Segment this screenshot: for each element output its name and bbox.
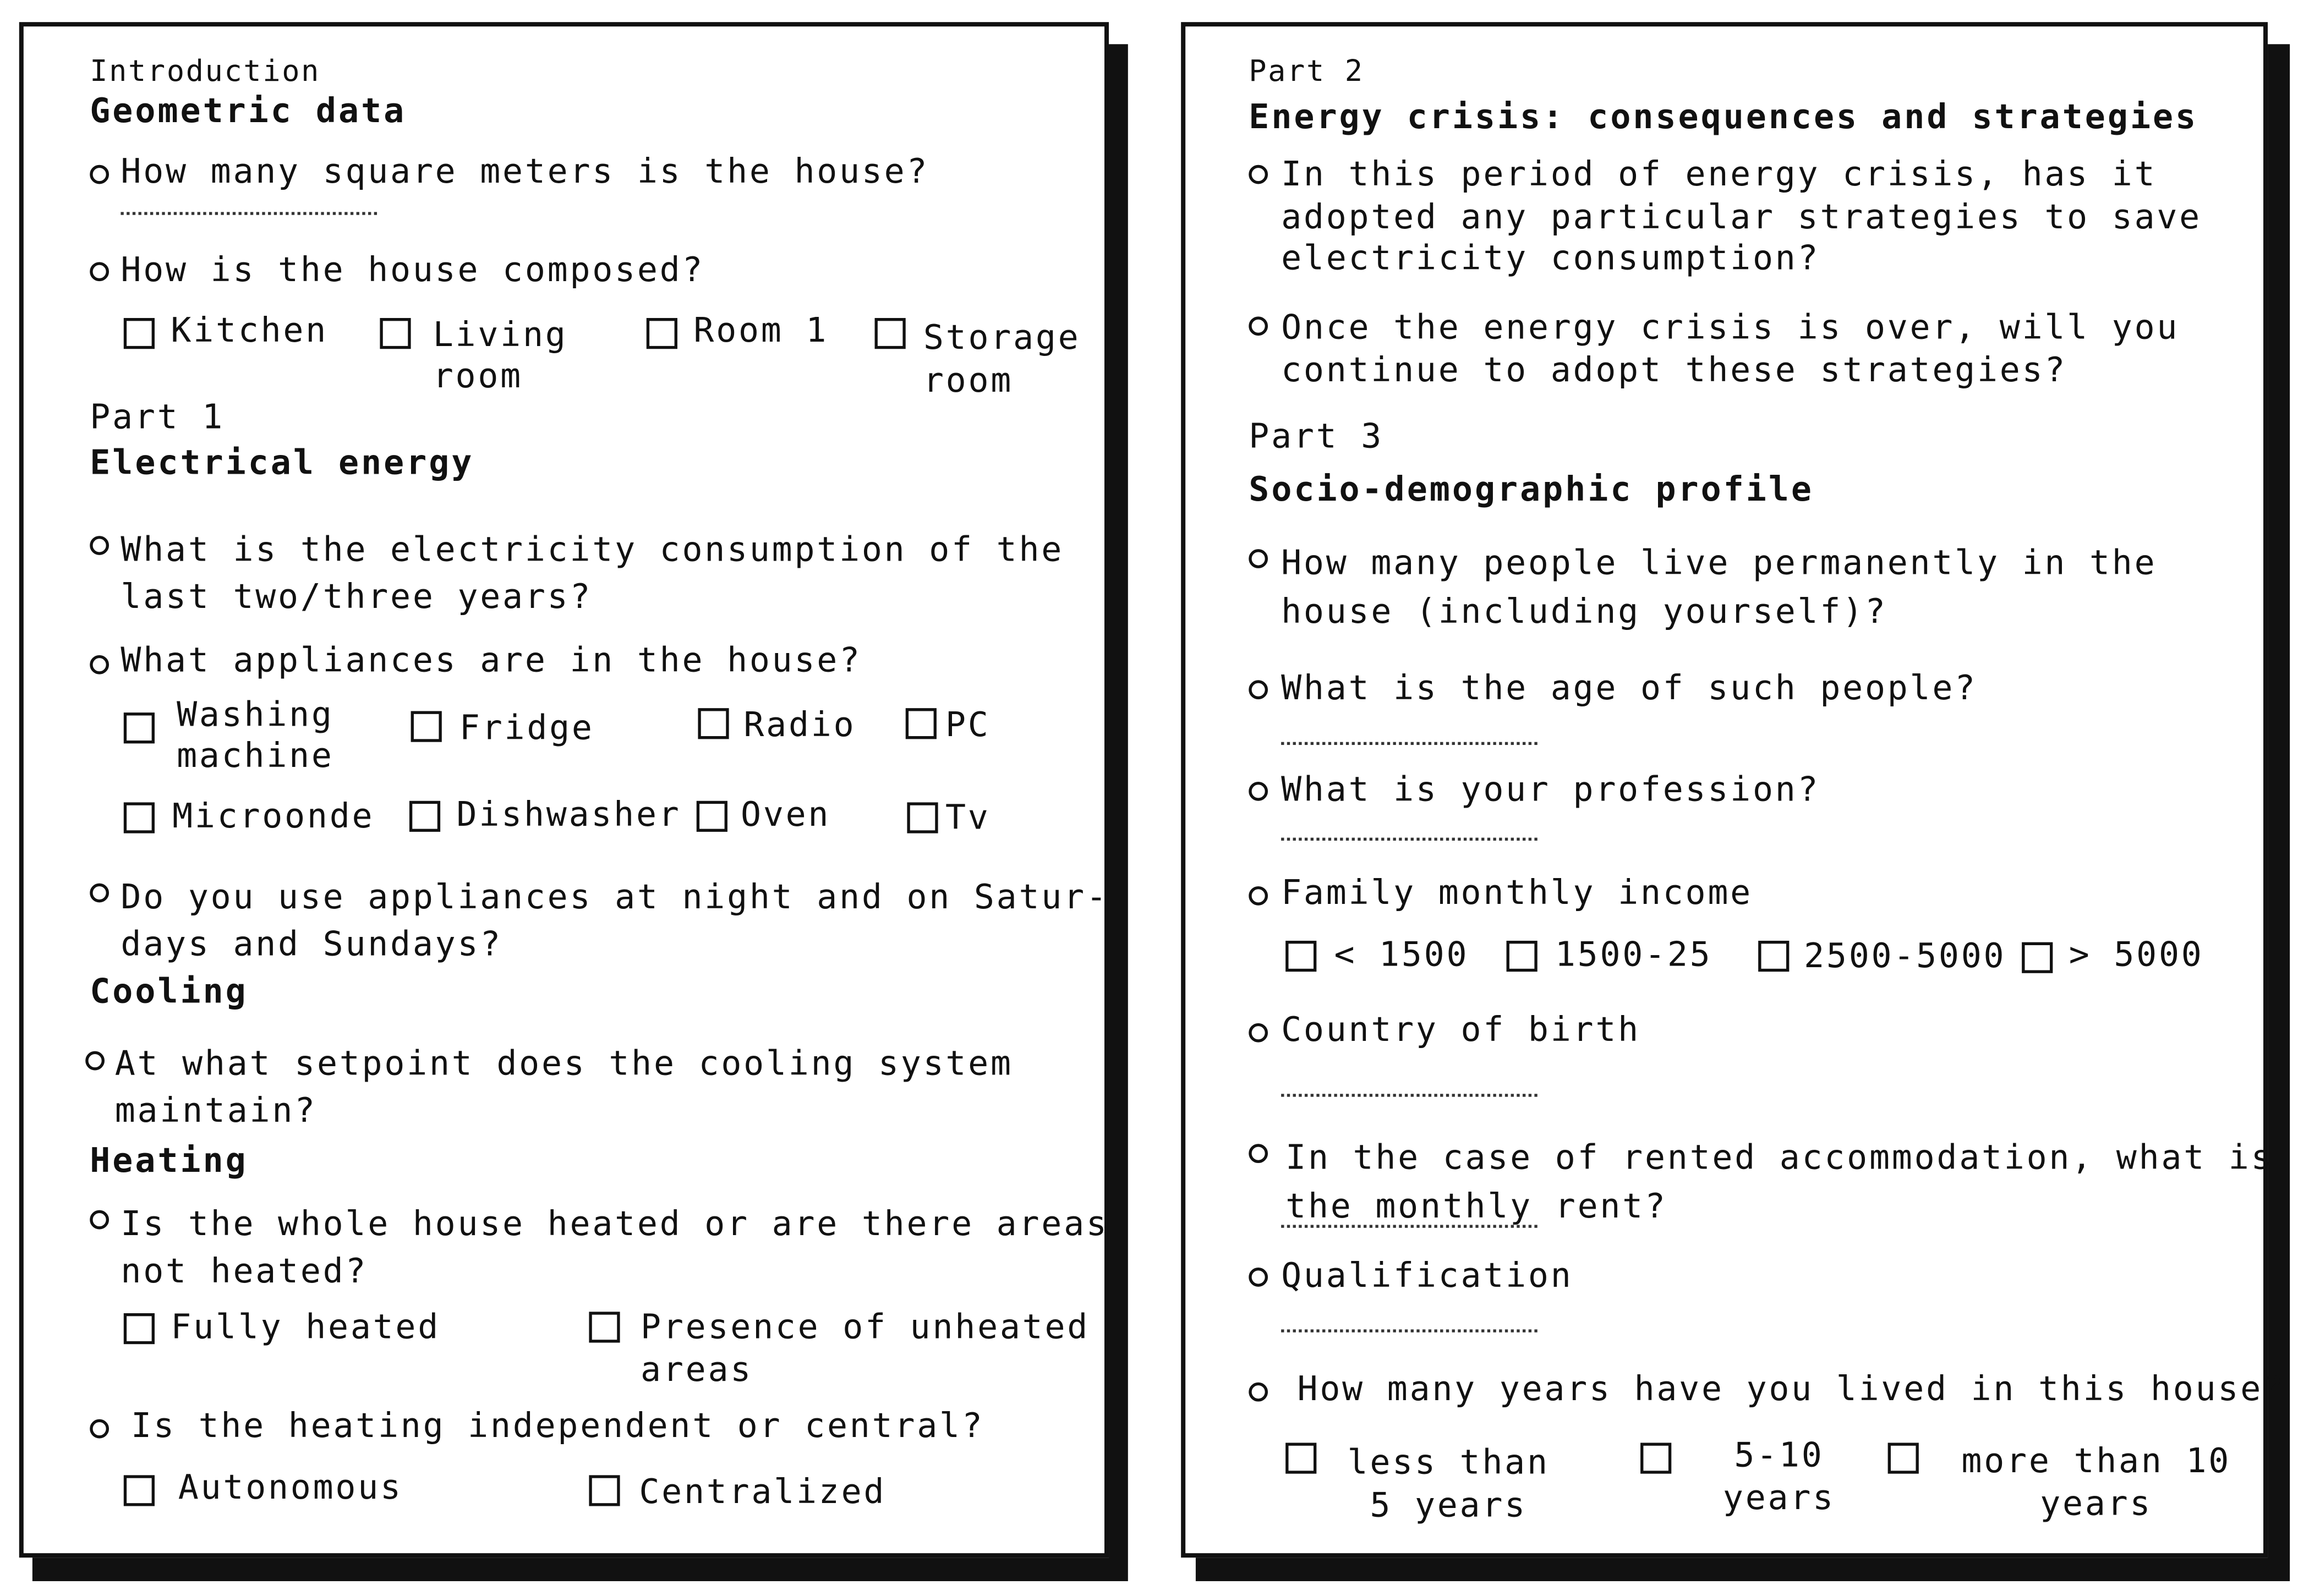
- option-kitchen: Kitchen: [171, 312, 329, 350]
- part-2-label: Part 2: [1249, 53, 1364, 89]
- checkbox-5-10-years[interactable]: [1640, 1443, 1671, 1473]
- checkbox-autonomous[interactable]: [124, 1475, 155, 1506]
- question-cooling-setpoint: At what setpoint does the cooling system maintain?: [114, 1045, 1013, 1131]
- energy-crisis-title: Energy crisis: consequences and strategies: [1249, 98, 2198, 137]
- question-country-of-birth: Country of birth: [1281, 1011, 1640, 1050]
- question-heated-areas: Is the whole house heated or are there areas not heated?: [121, 1205, 1109, 1291]
- bullet-icon: [1249, 1023, 1268, 1043]
- bullet-icon: [90, 262, 109, 281]
- checkbox-more-than-10-years[interactable]: [1888, 1443, 1919, 1473]
- option-unheated-areas: Presence of unheated areas: [641, 1308, 1090, 1390]
- question-continue-strategies: Once the energy crisis is over, will you continue to adopt these strategies?: [1281, 309, 2180, 391]
- answer-line-age[interactable]: [1281, 742, 1537, 745]
- option-income-under-1500: < 1500: [1334, 936, 1469, 975]
- question-heating-type: Is the heating independent or central?: [131, 1407, 984, 1446]
- option-autonomous: Autonomous: [178, 1469, 403, 1508]
- option-tv: Tv: [945, 799, 991, 838]
- bullet-icon: [1249, 165, 1268, 184]
- option-radio: Radio: [743, 706, 856, 745]
- checkbox-income-2500-5000[interactable]: [1758, 941, 1789, 972]
- checkbox-income-1500-2500[interactable]: [1507, 941, 1537, 972]
- question-people-count: How many people live permanently in the house (including yourself)?: [1281, 545, 2157, 632]
- option-more-than-10-years: more than 10 years: [1961, 1443, 2231, 1524]
- socio-demographic-title: Socio-demographic profile: [1249, 471, 1814, 509]
- checkbox-radio[interactable]: [698, 708, 729, 739]
- bullet-icon: [90, 1419, 109, 1439]
- right-panel: [1181, 22, 2285, 1557]
- question-years-lived: How many years have you lived in this house?: [1297, 1370, 2285, 1409]
- checkbox-washing-machine[interactable]: [124, 712, 155, 743]
- answer-line-qualification[interactable]: [1281, 1329, 1537, 1332]
- option-fridge: Fridge: [459, 709, 594, 748]
- question-appliances: What appliances are in the house?: [121, 641, 862, 681]
- bullet-icon: [90, 165, 109, 184]
- option-fully-heated: Fully heated: [171, 1308, 441, 1347]
- question-monthly-rent: In the case of rented accommodation, what is the monthly rent?: [1285, 1139, 2274, 1227]
- checkbox-fridge[interactable]: [411, 711, 442, 742]
- option-microonde: Microonde: [172, 798, 375, 836]
- checkbox-fully-heated[interactable]: [124, 1313, 155, 1344]
- bullet-icon: [90, 655, 109, 674]
- checkbox-storage-room[interactable]: [875, 318, 906, 349]
- question-people-age: What is the age of such people?: [1281, 670, 1977, 709]
- option-oven: Oven: [741, 796, 831, 835]
- bullet-icon: [1249, 886, 1268, 906]
- checkbox-tv[interactable]: [907, 802, 938, 833]
- bullet-icon: [85, 1051, 105, 1071]
- checkbox-unheated-areas[interactable]: [589, 1312, 620, 1342]
- option-room-1: Room 1: [693, 312, 829, 350]
- checkbox-income-over-5000[interactable]: [2022, 942, 2053, 973]
- bullet-icon: [1249, 1144, 1268, 1163]
- geometric-data-title: Geometric data: [90, 92, 407, 131]
- option-5-10-years: 5-10 years: [1722, 1436, 1835, 1518]
- bullet-icon: [90, 536, 109, 555]
- option-pc: PC: [945, 706, 991, 745]
- option-less-than-5-years: less than 5 years: [1347, 1444, 1550, 1526]
- question-house-composed: How is the house composed?: [121, 251, 705, 290]
- checkbox-pc[interactable]: [906, 708, 937, 739]
- checkbox-less-than-5-years[interactable]: [1285, 1443, 1316, 1473]
- left-panel: [19, 22, 1109, 1557]
- part-3-label: Part 3: [1249, 418, 1384, 457]
- intro-label: Introduction: [90, 53, 321, 89]
- question-family-income: Family monthly income: [1281, 874, 1753, 913]
- checkbox-dishwasher[interactable]: [409, 801, 440, 832]
- question-qualification: Qualification: [1281, 1257, 1573, 1296]
- option-living-room: Living room: [433, 316, 568, 396]
- bullet-icon: [1249, 316, 1268, 336]
- option-storage-room: Storage room: [923, 319, 1081, 401]
- checkbox-income-under-1500[interactable]: [1285, 941, 1316, 972]
- answer-line-square-meters[interactable]: [121, 212, 377, 215]
- answer-line-profession[interactable]: [1281, 838, 1537, 841]
- checkbox-room-1[interactable]: [647, 318, 677, 349]
- checkbox-centralized[interactable]: [589, 1475, 620, 1506]
- bullet-icon: [1249, 1383, 1268, 1402]
- answer-line-rent[interactable]: [1281, 1225, 1537, 1227]
- question-consumption: What is the electricity consumption of the last two/three years?: [121, 531, 1064, 617]
- question-profession: What is your profession?: [1281, 771, 1820, 810]
- answer-line-country[interactable]: [1281, 1094, 1537, 1096]
- bullet-icon: [1249, 1268, 1268, 1287]
- question-night-weekend: Do you use appliances at night and on Satur- days and Sundays?: [121, 879, 1109, 964]
- checkbox-microonde[interactable]: [124, 802, 155, 833]
- checkbox-kitchen[interactable]: [124, 318, 155, 349]
- option-income-2500-5000: 2500-5000: [1804, 937, 2006, 977]
- option-dishwasher: Dishwasher: [456, 796, 681, 835]
- heating-title: Heating: [90, 1142, 248, 1181]
- option-income-1500-2500: 1500-25: [1555, 936, 1712, 975]
- part-1-label: Part 1: [90, 399, 225, 437]
- bullet-icon: [90, 1210, 109, 1230]
- question-square-meters: How many square meters is the house?: [121, 153, 929, 191]
- cooling-title: Cooling: [90, 973, 248, 1012]
- question-save-strategies: In this period of energy crisis, has it adopted any particular strategies to save electricity consumption?: [1281, 156, 2202, 278]
- electrical-energy-title: Electrical energy: [90, 445, 474, 483]
- bullet-icon: [1249, 680, 1268, 699]
- bullet-icon: [1249, 549, 1268, 568]
- bullet-icon: [90, 884, 109, 903]
- option-income-over-5000: > 5000: [2069, 936, 2204, 975]
- checkbox-living-room[interactable]: [380, 318, 411, 349]
- option-washing-machine: Washing machine: [177, 696, 334, 776]
- bullet-icon: [1249, 782, 1268, 801]
- checkbox-oven[interactable]: [697, 801, 727, 832]
- option-centralized: Centralized: [639, 1473, 887, 1512]
